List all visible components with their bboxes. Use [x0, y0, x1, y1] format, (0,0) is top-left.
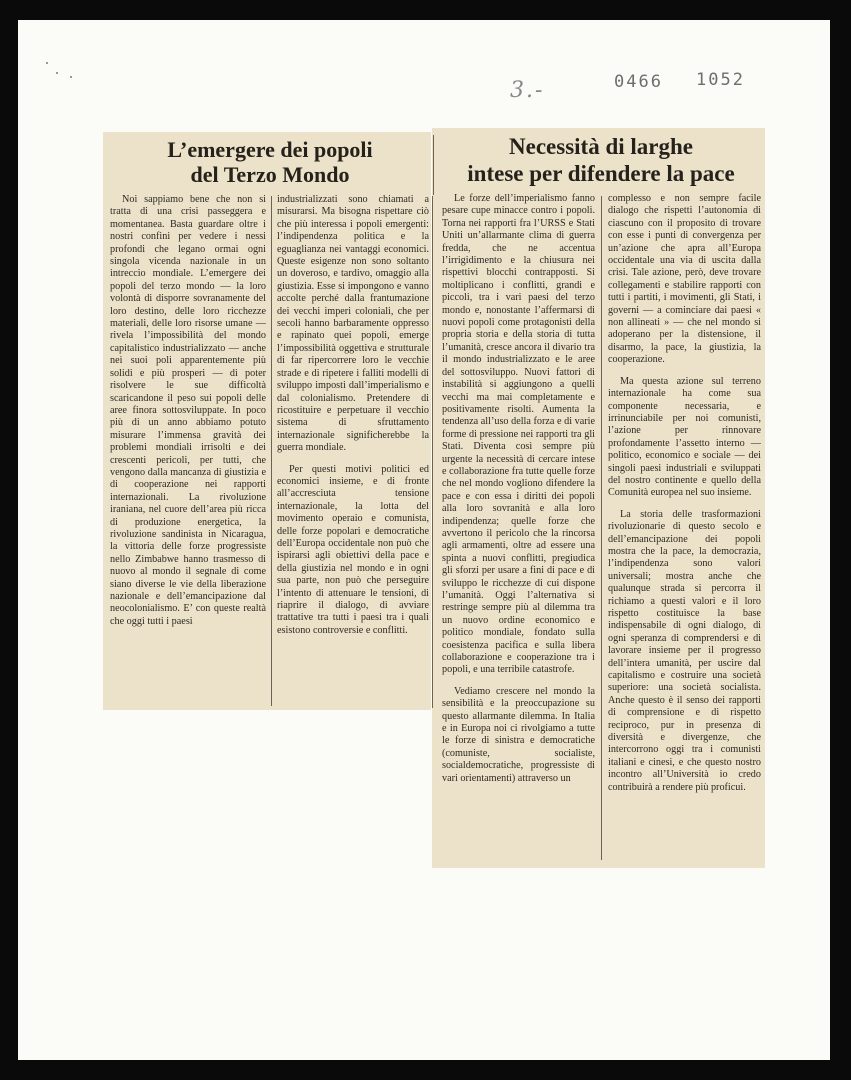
article-column-2	[277, 194, 429, 706]
column-divider	[433, 135, 434, 195]
headline-line: del Terzo Mondo	[190, 162, 350, 187]
paragraph: Noi sappiamo bene che non si tratta di una crisi passeggera e momentanea. Basta guardare oltre i nostri confini per vedere i nessi profondi che legano ormai ogni singola vicenda nazionale in un intreccio mondiale. L’emergere dei popoli del terzo mondo — la loro volontà di disporre sovranamente del loro destino, delle loro ricchezze materiali, delle loro risorse umane — rivela l’impossibilità del mondo capitalistico industrializzato — anche nei suoi poli apparentemente più solidi e più prosperi — di poter risolvere le sue difficoltà scaricandone il peso sui popoli delle aree finora sottosviluppate. In poco più di un anno abbiamo potuto misurare l’immensa gravità dei problemi mondiali irrisolti e dei crescenti pericoli, per tutti, che vengono dalla mancanza di giustizia e di cooperazione nei rapporti internazionali. La rivoluzione iraniana, nel cuore dell’area più ricca di produzione energetica, la rivoluzione sandinista in Nicaragua, la vittoria delle forze progressiste nello Zimbabwe hanno trasmesso di nuovo al mondo il segnale di come siano diverse le vie della liberazione nazionale e dell’emancipazione dal neocolonialismo. E’ con queste realtà che oggi tutti i paesi	[110, 194, 266, 627]
column-divider	[601, 196, 602, 860]
paragraph: La storia delle trasformazioni rivoluzionarie di questo secolo e dell’emancipazione dei popoli mostra che la pace, la democrazia, l’indipendenza sono valori universali; mostra anche che qualunque strada si percorra il richiamo a questi valori e il loro rispetto costituisce la base indispensabile di ogni dialogo, di ogni speranza di comprendersi e di lavorare insieme per il progresso dell’intera umanità, per uscire dal capitalismo e costruire una società superiore: una società socialista. Anche questo è il senso dei rapporti di comprensione e di rispetto reciproco, pur in presenza di diversità e divergenze, che intercorrono oggi tra i comunisti italiani e cinesi, e che questo nostro incontro all’Università io credo contribuirà a rendere più proficui.	[608, 508, 761, 793]
handwritten-number: 3.-	[510, 78, 545, 103]
paragraph: industrializzati sono chiamati a misurarsi. Ma bisogna rispettare ciò che più interessa i popoli emergenti: l’indipendenza politica e la eguaglianza nei vantaggi economici. Queste esigenze non sono soltanto un doveroso, e tardivo, omaggio alla giustizia. Esse si impongono e vanno accolte perché dalla frantumazione dei vecchi imperi coloniali, che per secoli hanno barbaramente oppresso e rapinato quei popoli, emerge l’impossibilità oggettiva e strutturale di far ripercorrere loro le vecchie strade e di ripetere i falliti modelli di sviluppo imposti dall’imperialismo e dal colonialismo. Pretendere di ricostituire e perpetuare il vecchio sistema di sfruttamento internazionale significherebbe la guerra mondiale.	[277, 194, 429, 454]
headline-line: L’emergere dei popoli	[167, 137, 373, 162]
archive-code: 0466	[614, 72, 663, 92]
headline-line: Necessità di larghe	[509, 134, 693, 159]
headline-terzo-mondo	[110, 137, 430, 187]
paragraph: Per questi motivi politici ed economici insieme, e di fronte all’accresciuta tensione internazionale, la lotta del movimento operaio e comunista, delle forze popolari e democratiche dell’Europa occidentale non può che ispirarsi agli obiettivi della pace e della giustizia nel mondo e in ogni sua parte, non può che perseguire l’intento di attenuare le tensioni, di riaprire il dialogo, di avviare trattative tra tutti i paesi tra i quali esistono controversie e conflitti.	[277, 463, 429, 636]
article-column-1	[110, 194, 266, 708]
dust-speck	[70, 76, 72, 78]
headline-pace	[440, 133, 762, 187]
paragraph: Ma questa azione sul terreno internazionale ha come sua componente necessaria, e irrinunciabile per noi comunisti, l’azione per rinnovare profondamente l’assetto interno — politico, economico e sociale — dei singoli paesi industriali e sviluppati del nostro continente e quello della Comunità europea nel suo insieme.	[608, 375, 761, 499]
column-divider	[432, 196, 433, 708]
article-column-4	[608, 193, 761, 866]
paragraph: Le forze dell’imperialismo fanno pesare cupe minacce contro i popoli. Torna nei rapporti fra l’URSS e Stati Uniti un’allarmante clima di guerra fredda, che ne accentua l’irrigidimento e la chiusura nei rispettivi blocchi contrapposti. Si moltiplicano i conflitti, grandi e piccoli, tra i vari paesi del terzo mondo e, nonostante l’affermarsi di nuovi popoli come protagonisti della propria storia e della storia di tutta l’umanità, cresce ancora il divario tra il mondo industrializzato e le aree del sottosviluppo. Nuovi fattori di instabilità si aggiungono a quelli vecchi ma mai completamente e positivamente risolti. Aumenta la tendenza all’uso della forza e di varie forme di pressione nei rapporti tra gli Stati. Diventa così sempre più urgente la necessità di cercare intese e collaborazione fra tutte quelle forze che nel mondo vogliono difendere la pace e con essa i diritti dei popoli alla loro sovranità e alla loro indipendenza; quelle forze che avvertono il pericolo che la rincorsa agli armamenti, oltre ad essere una spinta a nuovi conflitti, pregiudica gli sforzi per usare a fini di pace e di sviluppo le ricchezze di cui dispone l’umanità. Oggi l’alternativa si restringe sempre più al dilemma tra un nuovo ordine economico e politico mondiale, fondato sulla coesistenza pacifica e sulla libera collaborazione e cooperazione tra i popoli, e una terribile catastrofe.	[442, 193, 595, 676]
dust-speck	[46, 62, 48, 64]
paragraph: complesso e non sempre facile dialogo che rispetti l’autonomia di ciascuno con il proposito di trovare con esse i punti di convergenza per un’azione che apra all’Europa occidentale una via di uscita dalla crisi. Tale azione, però, deve trovare collegamenti e stabilire rapporti con tutti i partiti, i movimenti, gli Stati, i governi — a cominciare dai paesi « non allineati » — che nel mondo si adoperano per la distensione, il disarmo, la pace, la giustizia, la cooperazione.	[608, 193, 761, 366]
archive-number: 1052	[696, 70, 745, 90]
paragraph: Vediamo crescere nel mondo la sensibilità e la preoccupazione su questo allarmante dilemma. In Italia e in Europa noi ci rivolgiamo a tutte le forze di sinistra e democratiche (comuniste, socialiste, socialdemocratiche, progressiste di vari orientamenti) attraverso un	[442, 685, 595, 784]
column-divider	[271, 196, 272, 706]
headline-line: intese per difendere la pace	[467, 161, 735, 186]
dust-speck	[56, 72, 58, 74]
article-column-3	[442, 193, 595, 866]
